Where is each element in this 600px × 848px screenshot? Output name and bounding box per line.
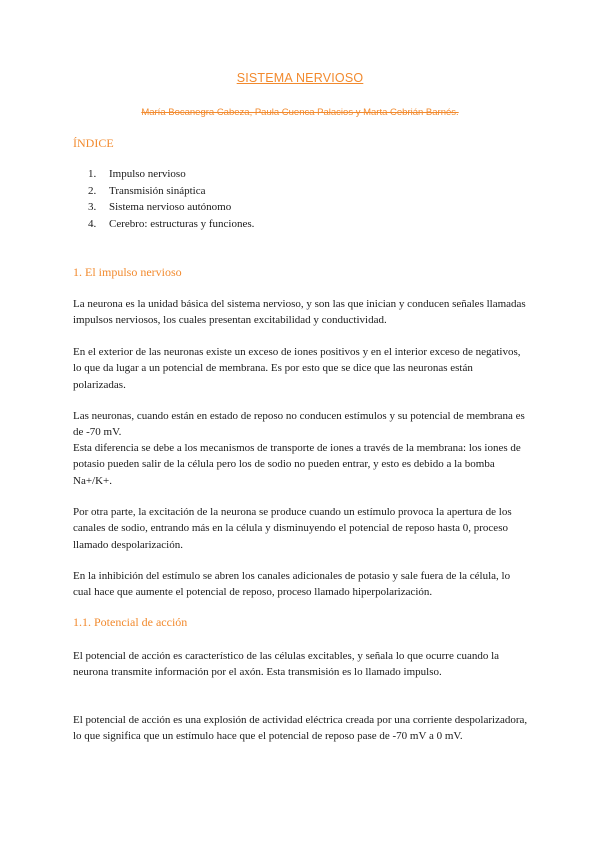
paragraph: En la inhibición del estímulo se abren los canales adicionales de potasio y sale fuera de la célula, lo cual hace que aumente el potencial de reposo, proceso llamado hiperpolarización. [73,570,511,599]
paragraph: Por otra parte, la excitación de la neurona se produce cuando un estímulo provoca la apertura de los canales de sodio, entrando más en la célula y disminuyendo el potencial de reposo hasta 0, proceso llamado despolarización. [73,506,512,551]
section-heading-impulso-nervioso: 1. El impulso nervioso [73,265,182,279]
index-item-label: Transmisión sináptica [109,184,206,197]
section-heading-potencial-accion: 1.1. Potencial de acción [73,615,188,629]
index-heading: ÍNDICE [73,136,114,150]
paragraph: El potencial de acción es una explosión de actividad eléctrica creada por una corriente despolarizadora, lo que significa que un estímulo hace que el potencial de reposo pase de -70 mV a 0 mV. [73,714,528,743]
document-title: SISTEMA NERVIOSO [236,71,364,85]
index-item-label: Cerebro: estructuras y funciones. [109,217,255,230]
paragraph: En el exterior de las neuronas existe un exceso de iones positivos y en el interior exceso de negativos, lo que da lugar a un potencial de membrana. Es por esto que se dice que las neuronas están polarizadas. [73,346,521,391]
index-item-label: Impulso nervioso [109,168,186,180]
index-item [88,216,254,233]
paragraph: El potencial de acción es característico de las células excitables, y señala lo que ocurre cuando la neurona transmite información por el axón. Esta transmisión es lo llamado impulso. [73,650,500,679]
index-item [88,183,254,200]
index-item [88,166,254,183]
index-item-number: 4. [88,217,97,230]
index-item [88,199,254,216]
paragraph: Las neuronas, cuando están en estado de reposo no conducen estímulos y su potencial de membrana es de -70 mV. [73,410,525,439]
paragraph: Esta diferencia se debe a los mecanismos de transporte de iones a través de la membrana: los iones de potasio pueden salir de la célula pero los de sodio no pueden entrar, y esto es debido a la bomba Na+/K+. [73,442,521,487]
paragraph: La neurona es la unidad básica del sistema nervioso, y son las que inician y conducen señales llamadas impulsos nerviosos, los cuales presentan excitabilidad y conductividad. [73,298,526,327]
index-list [88,166,254,232]
index-item-number: 2. [88,184,97,197]
index-item-label: Sistema nervioso autónomo [109,201,232,213]
index-item-number: 3. [88,201,97,213]
document-authors: María Bocanegra Cabeza, Paula Cuenca Palacios y Marta Cebrián Barnés. [141,107,459,118]
index-item-number: 1. [88,168,97,180]
